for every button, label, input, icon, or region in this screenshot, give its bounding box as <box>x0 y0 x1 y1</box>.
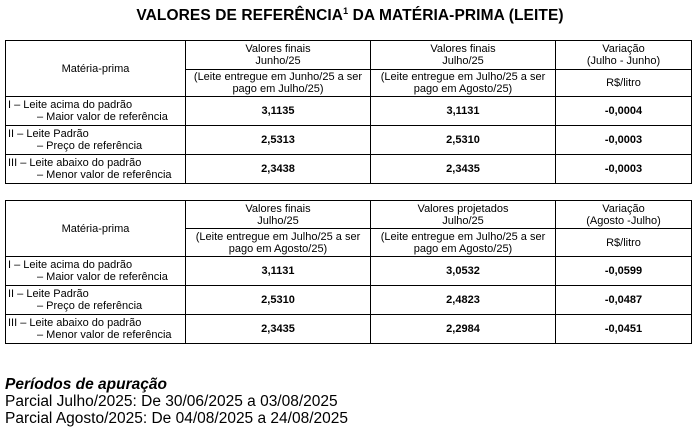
row-label: I – Leite acima do padrão – Maior valor de referência <box>6 97 186 126</box>
periods-title: Períodos de apuração <box>5 376 167 393</box>
variation-cell: -0,0003 <box>556 155 692 184</box>
value-cell: 2,5313 <box>186 126 371 155</box>
header-col2-sub: (Leite entregue em Julho/25 a ser pago em Agosto/25) <box>371 70 556 97</box>
reference-table-1 <box>5 40 692 184</box>
variation-cell: -0,0487 <box>556 286 692 315</box>
value-cell: 2,3435 <box>186 315 371 344</box>
header-col1-sub: (Leite entregue em Junho/25 a ser pago em Julho/25) <box>186 70 371 97</box>
value-cell: 2,2984 <box>371 315 556 344</box>
table-row <box>6 126 692 155</box>
header-col3: Variação (Julho - Junho) <box>556 41 692 70</box>
period-august: Parcial Agosto/2025: De 04/08/2025 a 24/08/2025 <box>5 410 348 427</box>
value-cell: 2,3438 <box>186 155 371 184</box>
table-row <box>6 155 692 184</box>
row-label: III – Leite abaixo do padrão – Menor valor de referência <box>6 155 186 184</box>
row-label: II – Leite Padrão – Preço de referência <box>6 126 186 155</box>
header-col1-sub: (Leite entregue em Julho/25 a ser pago em Agosto/25) <box>186 229 371 257</box>
table-row <box>6 97 692 126</box>
row-label: I – Leite acima do padrão – Maior valor de referência <box>6 257 186 286</box>
value-cell: 2,3435 <box>371 155 556 184</box>
header-col1: Valores finais Junho/25 <box>186 41 371 70</box>
reference-table-2 <box>5 200 692 344</box>
table-row <box>6 286 692 315</box>
row-label: II – Leite Padrão – Preço de referência <box>6 286 186 315</box>
value-cell: 2,5310 <box>371 126 556 155</box>
header-col1: Valores finais Julho/25 <box>186 201 371 229</box>
value-cell: 3,0532 <box>371 257 556 286</box>
header-materia-prima: Matéria-prima <box>6 41 186 97</box>
periods-section <box>5 376 348 427</box>
variation-cell: -0,0599 <box>556 257 692 286</box>
variation-cell: -0,0004 <box>556 97 692 126</box>
header-col3-sub: R$/litro <box>556 229 692 257</box>
value-cell: 2,5310 <box>186 286 371 315</box>
value-cell: 2,4823 <box>371 286 556 315</box>
value-cell: 3,1135 <box>186 97 371 126</box>
table-row <box>6 315 692 344</box>
header-col2: Valores projetados Julho/25 <box>371 201 556 229</box>
variation-cell: -0,0451 <box>556 315 692 344</box>
page-title: VALORES DE REFERÊNCIA$^1$ DA MATÉRIA-PRIMA (LEITE) <box>136 6 564 25</box>
value-cell: 3,1131 <box>186 257 371 286</box>
value-cell: 3,1131 <box>371 97 556 126</box>
variation-cell: -0,0003 <box>556 126 692 155</box>
table-row <box>6 257 692 286</box>
header-materia-prima: Matéria-prima <box>6 201 186 257</box>
title-superscript: 1 <box>343 6 349 16</box>
header-col2: Valores finais Julho/25 <box>371 41 556 70</box>
row-label: III – Leite abaixo do padrão – Menor valor de referência <box>6 315 186 344</box>
header-col2-sub: (Leite entregue em Julho/25 a ser pago em Agosto/25) <box>371 229 556 257</box>
period-july: Parcial Julho/2025: De 30/06/2025 a 03/08/2025 <box>5 393 338 410</box>
header-col3: Variação (Agosto -Julho) <box>556 201 692 229</box>
header-col3-sub: R$/litro <box>556 70 692 97</box>
